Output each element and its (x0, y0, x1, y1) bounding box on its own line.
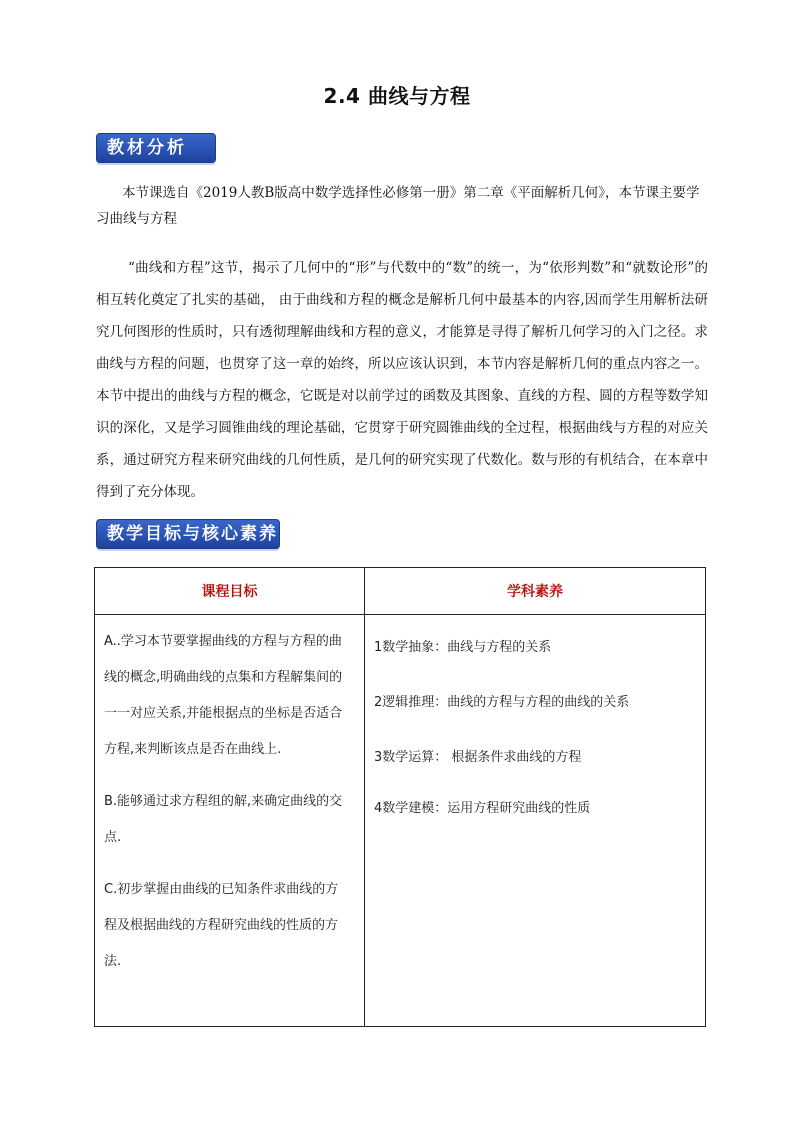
literacy-item-1: 1数学抽象：曲线与方程的关系 (374, 640, 552, 655)
table-header-row (95, 568, 706, 615)
goal-item-c: C.初步掌握由曲线的已知条件求曲线的方程及根据曲线的方程研究曲线的性质的方法. (104, 882, 339, 969)
intro-paragraph: 本节课选自《2019人教B版高中数学选择性必修第一册》第二章《平面解析几何》，本节课主要学习曲线与方程 (96, 185, 700, 227)
goal-item-a: A..学习本节要掌握曲线的方程与方程的曲线的概念,明确曲线的点集和方程解集间的一一对应关系,并能根据点的坐标是否适合方程,来判断该点是否在曲线上. (104, 634, 343, 757)
goals-cell (95, 615, 365, 1027)
column-header-course-goals: 课程目标 (95, 568, 365, 615)
analysis-paragraph: “曲线和方程”这节，揭示了几何中的“形”与代数中的“数”的统一，为“依形判数”和“就数论形”的相互转化奠定了扎实的基础， 由于曲线和方程的概念是解析几何中最基本的内容,因而学生用解析法研究几何图形的性质时，只有透彻理解曲线和方程的意义，才能算是寻得了解析几何学习的入门之径。求曲线与方程的问题，也贯穿了这一章的始终，所以应该认识到，本节内容是解析几何的重点内容之一。本节中提出的曲线与方程的概念，它既是对以前学过的函数及其图象、直线的方程、圆的方程等数学知识的深化，又是学习圆锥曲线的理论基础，它贯穿于研究圆锥曲线的全过程，根据曲线与方程的对应关系，通过研究方程来研究曲线的几何性质，是几何的研究实现了代数化。数与形的有机结合，在本章中得到了充分体现。 (96, 260, 708, 500)
column-header-literacy: 学科素养 (365, 568, 706, 615)
page-title: 2.4 曲线与方程 (323, 84, 471, 108)
literacy-cell (365, 615, 706, 1027)
literacy-item-2: 2逻辑推理：曲线的方程与方程的曲线的关系 (374, 695, 630, 710)
goal-item-b: B.能够通过求方程组的解,来确定曲线的交点. (104, 794, 343, 845)
literacy-item-4: 4数学建模：运用方程研究曲线的性质 (374, 801, 591, 816)
literacy-item-3: 3数学运算： 根据条件求曲线的方程 (374, 750, 582, 765)
table-row (95, 615, 706, 1027)
section-header-analysis: 教材分析 (96, 133, 216, 163)
section-header-goals: 教学目标与核心素养 (96, 519, 280, 549)
goals-table (94, 567, 706, 1027)
